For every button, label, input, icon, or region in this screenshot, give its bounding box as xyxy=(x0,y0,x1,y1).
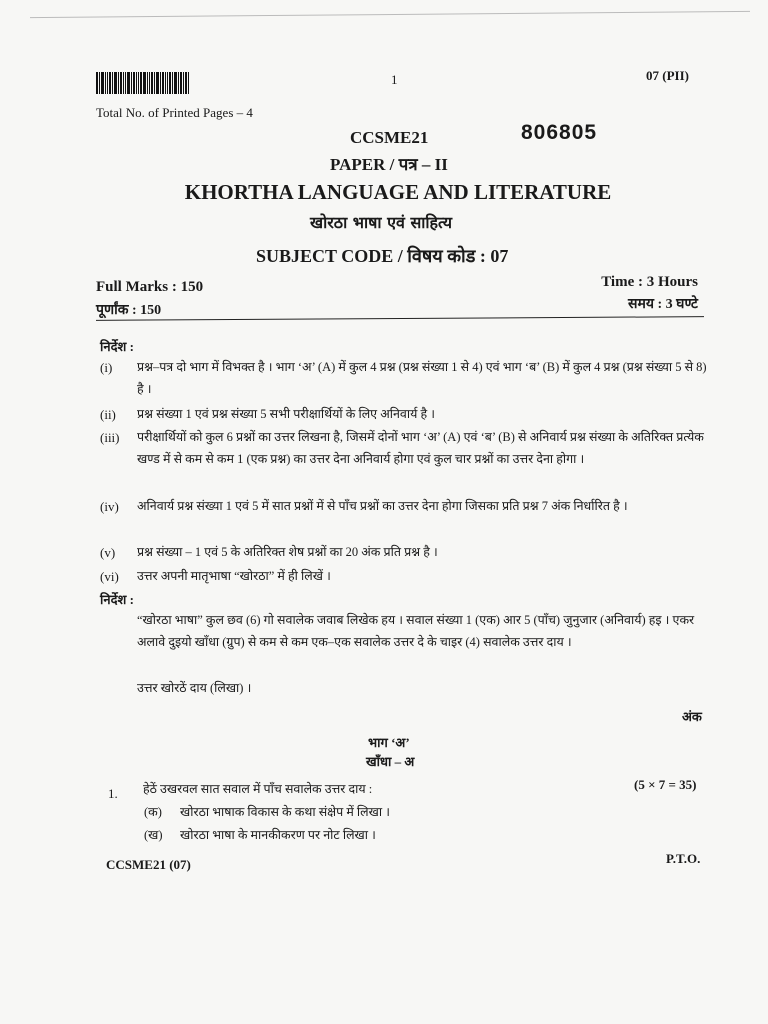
footer-pto: P.T.O. xyxy=(666,851,701,866)
paper-code: CCSME21 xyxy=(350,128,429,147)
question-number: 1. xyxy=(108,786,118,801)
instruction-text: प्रश्न संख्या 1 एवं प्रश्न संख्या 5 सभी परीक्षार्थियों के लिए अनिवार्य है । xyxy=(137,407,435,421)
question-marks: (5 × 7 = 35) xyxy=(634,777,697,792)
khortha-instructions-text: “खोरठा भाषा” कुल छव (6) गो सवालेक जवाब लिखेक हय । सवाल संख्या 1 (एक) आर 5 (पाँच) जुनुजार (अनिवार्य) हइ । एकर अलावे दुइयो खाँधा (ग्रुप) से कम से कम एक–एक सवालेक उत्तर दे के चाइर (4) सवालेक उत्तर दाय । xyxy=(137,613,695,649)
khortha-instructions-text-2: उत्तर खोरठें दाय (लिखा) । xyxy=(137,681,252,695)
instruction-number: (ii) xyxy=(100,407,116,422)
sub-question-label: (क) xyxy=(144,805,162,819)
full-marks-hindi: पूर्णांक : 150 xyxy=(96,303,162,318)
sub-question-text: खोरठा भाषाक विकास के कथा संक्षेप में लिखा । xyxy=(180,805,390,819)
instruction-text: उत्तर अपनी मातृभाषा “खोरठा” में ही लिखें । xyxy=(137,569,331,583)
question-text: हेठें उखरवल सात सवाल में पाँच सवालेक उत्तर दाय : xyxy=(143,782,373,796)
page-title-hindi: खोरठा भाषा एवं साहित्य xyxy=(310,213,452,232)
sub-question-label: (ख) xyxy=(144,828,163,842)
instruction-number: (vi) xyxy=(100,569,119,584)
total-pages: Total No. of Printed Pages – 4 xyxy=(96,105,253,120)
exam-time: Time : 3 Hours xyxy=(601,274,698,290)
barcode xyxy=(96,72,208,94)
instruction-number: (i) xyxy=(100,360,113,375)
sub-question-text: खोरठा भाषा के मानकीकरण पर नोट लिखा । xyxy=(180,828,376,842)
series-code: 07 (PII) xyxy=(646,68,689,83)
footer-code: CCSME21 (07) xyxy=(106,857,191,872)
subject-code: SUBJECT CODE / विषय कोड : 07 xyxy=(256,246,509,266)
page-edge-line xyxy=(30,11,750,18)
page-number: 1 xyxy=(391,72,398,87)
full-marks: Full Marks : 150 xyxy=(96,279,204,295)
instruction-text: परीक्षार्थियों को कुल 6 प्रश्नों का उत्तर लिखना है, जिसमें दोनों भाग ‘अ’ (A) एवं ‘ब’ (B) से अनिवार्य प्रश्न संख्या के अतिरिक्त प्रत्येक खण्ड में से कम से कम 1 (एक प्रश्न) का उत्तर देना अनिवार्य होगा एवं कुल चार प्रश्नों का उत्तर देना होगा । xyxy=(137,430,704,466)
instructions-heading: निर्देश : xyxy=(100,339,134,354)
instruction-number: (iii) xyxy=(100,430,120,445)
serial-number: 806805 xyxy=(521,121,598,144)
marks-label: अंक xyxy=(682,709,702,724)
instruction-text: अनिवार्य प्रश्न संख्या 1 एवं 5 में सात प्रश्नों में से पाँच प्रश्नों का उत्तर देना होगा जिसका प्रति प्रश्न 7 अंक निर्धारित है । xyxy=(137,499,628,513)
paper-number: PAPER / पत्र – II xyxy=(330,155,448,174)
instruction-number: (v) xyxy=(100,545,116,560)
section-part: भाग ‘अ’ xyxy=(368,735,410,750)
instruction-text: प्रश्न संख्या – 1 एवं 5 के अतिरिक्त शेष प्रश्नों का 20 अंक प्रति प्रश्न है । xyxy=(137,545,438,559)
khortha-instructions-heading: निर्देश : xyxy=(100,592,134,607)
instruction-number: (iv) xyxy=(100,499,119,514)
page-title: KHORTHA LANGUAGE AND LITERATURE xyxy=(184,180,612,204)
section-group: खाँधा – अ xyxy=(366,754,415,769)
header-divider xyxy=(96,316,704,321)
exam-time-hindi: समय : 3 घण्टे xyxy=(628,297,698,312)
instruction-text: प्रश्न–पत्र दो भाग में विभक्त है । भाग ‘अ’ (A) में कुल 4 प्रश्न (प्रश्न संख्या 1 से 4) एवं भाग ‘ब’ (B) में कुल 4 प्रश्न (प्रश्न संख्या 5 से 8) है । xyxy=(137,360,707,396)
